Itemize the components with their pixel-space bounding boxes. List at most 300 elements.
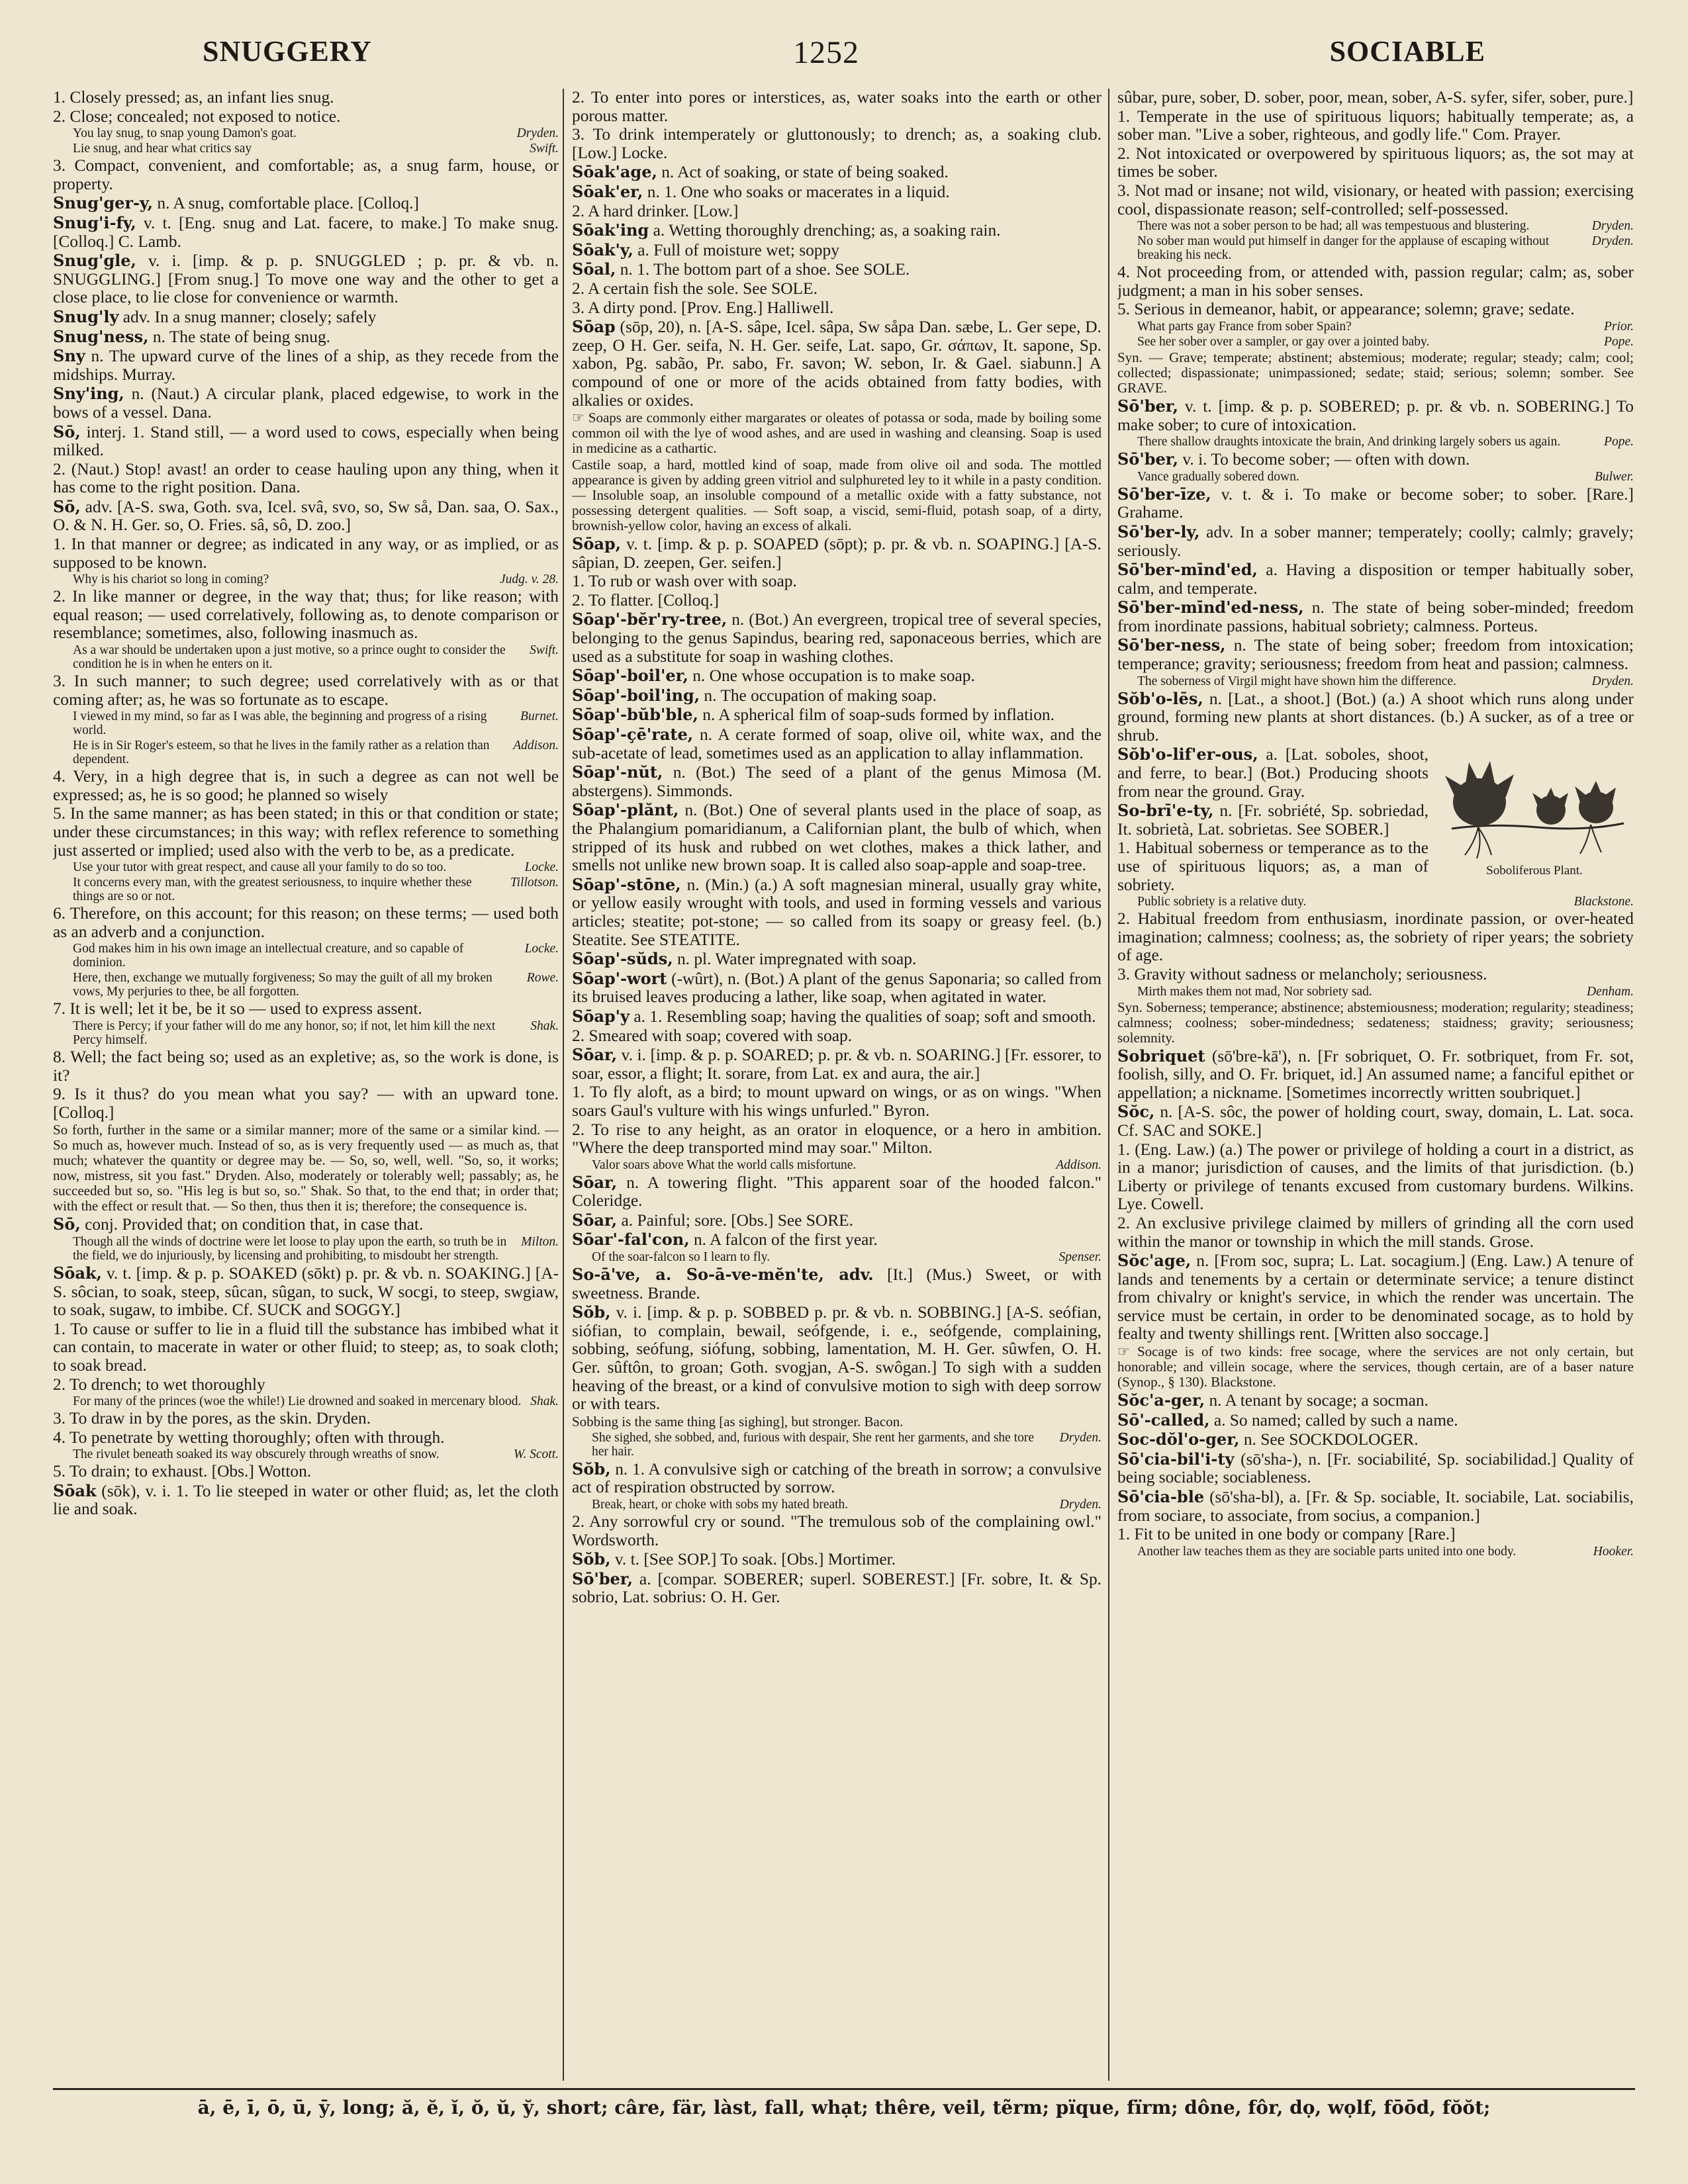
quote-source: Dryden. xyxy=(516,126,559,141)
definition-text: 3. Compact, convenient, and comfortable; as, a snug farm, house, or property. xyxy=(53,156,559,193)
headword: Sōak xyxy=(53,1480,97,1500)
citation-quote xyxy=(73,876,559,903)
citation-quote xyxy=(1137,335,1634,349)
dictionary-entry xyxy=(572,1121,1102,1158)
definition-text: a. [Lat. soboles, shoot, and ferre, to bear.] (Bot.) Producing shoots from near the ground. Gray. xyxy=(1117,745,1429,801)
headword: Sŏc'age, xyxy=(1117,1251,1192,1271)
dictionary-entry xyxy=(1117,690,1634,745)
quote-source: Prior. xyxy=(1604,319,1634,334)
dictionary-entry xyxy=(53,328,559,347)
definition-text: 9. Is it thus? do you mean what you say? — with an upward tone. [Colloq.] xyxy=(53,1085,559,1122)
dictionary-entry xyxy=(572,686,1102,705)
headword: Sō'cia-ble xyxy=(1117,1487,1205,1507)
definition-text: 2. (Naut.) Stop! avast! an order to cease hauling upon any thing, when it has come to the right position. Dana. xyxy=(53,459,559,497)
headword: Snug'gle, xyxy=(53,251,136,271)
quote-text: It concerns every man, with the greatest seriousness, to inquire whether these things are so or not. xyxy=(73,876,472,904)
definition-text: 1. Habitual soberness or temperance as to the use of spirituous liquors; as, a man of sobriety. xyxy=(1117,839,1429,894)
definition-text: Syn. Soberness; temperance; abstinence; abstemiousness; moderation; regularity; steadiness; calmness; coolness; sober-mindedness; sedateness; staidness; gravity; seriousness; solemnity. xyxy=(1117,999,1634,1046)
dictionary-entry xyxy=(1117,485,1634,522)
citation-quote xyxy=(73,942,559,970)
quote-source: Spenser. xyxy=(1058,1250,1102,1265)
definition-text: 1. To cause or suffer to lie in a fluid till the substance has imbibed what it can contain, to macerate in water or other fluid; to steep; as, to soak cloth; to soak bread. xyxy=(53,1319,559,1375)
quote-text: Break, heart, or choke with sobs my hated breath. xyxy=(592,1498,849,1512)
dictionary-entry xyxy=(572,950,1102,969)
page-number: 1252 xyxy=(793,35,859,70)
definition-text: 1. Temperate in the use of spirituous liquors; habitually temperate; as, a sober man. "Live a sober, righteous, and godly life." Com. Prayer. xyxy=(1117,107,1634,144)
headword: Sō'-called, xyxy=(1117,1410,1210,1430)
definition-text: 5. In the same manner; as has been stated; in this or that condition or state; under these circumstances; in this way; with reflex reference to something just asserted or implied; used also with the verb to be, as a predicate. xyxy=(53,804,559,860)
definition-text: 2. To flatter. [Colloq.] xyxy=(572,590,720,610)
quote-text: There shallow draughts intoxicate the brain, And drinking largely sobers us again. xyxy=(1137,435,1561,449)
headword: Sŏb, xyxy=(572,1302,611,1322)
definition-text: n. 1. One who soaks or macerates in a liquid. xyxy=(647,182,950,201)
citation-quote xyxy=(1137,234,1634,262)
dictionary-entry xyxy=(572,1230,1102,1250)
dictionary-entry xyxy=(53,194,559,213)
dictionary-entry xyxy=(53,251,559,307)
definition-text: n. The upward curve of the lines of a ship, as they recede from the midships. Murray. xyxy=(53,347,559,384)
quote-text: There is Percy; if your father will do me any honor, so; if not, let him kill the next Percy himself. xyxy=(73,1019,496,1047)
dictionary-entry xyxy=(572,1303,1102,1414)
headword: Sny xyxy=(53,346,85,366)
dictionary-entry xyxy=(53,1320,559,1375)
headword: Sōap, xyxy=(572,534,622,554)
dictionary-entry xyxy=(1117,1525,1634,1544)
dictionary-entry xyxy=(1117,108,1634,144)
headword: Sō'ber, xyxy=(1117,449,1178,469)
definition-text: sûbar, pure, sober, D. sober, poor, mean, sober, A-S. syfer, sifer, sober, pure.] xyxy=(1117,89,1634,107)
definition-text: n. A towering flight. "This apparent soar of the hooded falcon." Coleridge. xyxy=(572,1173,1102,1210)
headword: Sō'ber-ness, xyxy=(1117,635,1226,655)
headword: Sōak'er, xyxy=(572,181,643,201)
definition-text: 1. To rub or wash over with soap. xyxy=(572,572,797,591)
quote-source: Locke. xyxy=(524,860,559,875)
dictionary-entry xyxy=(1117,523,1634,560)
definition-text: a. So named; called by such a name. xyxy=(1213,1410,1458,1430)
definition-text: v. t. & i. To make or become sober; to sober. [Rare.] Grahame. xyxy=(1117,484,1634,522)
definition-text: [It.] (Mus.) Sweet, or with sweetness. Brande. xyxy=(572,1265,1102,1302)
definition-text: 3. Not mad or insane; not wild, visionary, or heated with passion; exercising cool, dispassionate reason; self-controlled; self-possessed. xyxy=(1117,181,1634,218)
definition-text: (sōp, 20), n. [A-S. sâpe, Icel. sâpa, Sw såpa Dan. sæbe, L. Ger sepe, D. zeep, O H. Ger. seifa, N. H. Ger. seife, Lat. sapo, Gr. σάπων, It. sapone, Sp. xabon, Pg. sabão, Pr. sabo, Fr. savon; W. sebon, Ir. & Gael. siabunn.] A compound of one or more of the acids obtained from fatty bodies, with alkalies or oxides. xyxy=(572,318,1102,410)
dictionary-entry xyxy=(572,299,1102,318)
soboliferous-plant-illustration xyxy=(1435,749,1634,880)
definition-text: 2. To enter into pores or interstices, as, water soaks into the earth or other porous matter. xyxy=(572,89,1102,125)
headword: Sō'cia-bil'i-ty xyxy=(1117,1449,1235,1469)
definition-text: 3. In such manner; to such degree; used correlatively with as or that coming after; as, he was so fortunate as to escape. xyxy=(53,672,559,709)
dictionary-entry xyxy=(53,308,559,327)
dictionary-entry xyxy=(572,666,1102,686)
definition-text: n. A cerate formed of soap, olive oil, white wax, and the sub-acetate of lead, sometimes used as an application to allay inflammation. xyxy=(572,725,1102,762)
dictionary-entry xyxy=(572,725,1102,762)
dictionary-entry xyxy=(572,705,1102,725)
plant-drawing xyxy=(1438,749,1630,862)
dictionary-entry xyxy=(1117,89,1634,107)
definition-text: 1. In that manner or degree; as indicated in any way, or as implied, or as supposed to be known. xyxy=(53,535,559,572)
definition-text: a. Having a disposition or temper habitually sober, calm, and temperate. xyxy=(1117,561,1634,598)
quote-text: He is in Sir Roger's esteem, so that he lives in the family rather as a relation than dependent. xyxy=(73,739,490,767)
dictionary-entry xyxy=(572,763,1102,800)
dictionary-entry xyxy=(53,423,559,460)
dictionary-entry xyxy=(53,805,559,860)
dictionary-entry xyxy=(1117,1251,1634,1343)
headword: So-brī'e-ty, xyxy=(1117,801,1214,821)
definition-text: n. [From soc, supra; L. Lat. socagium.] (Eng. Law.) A tenure of lands and tenements by a certain or determinate service; a tenure distinct from chivalry or knight's service, in which the render was uncertain. The service must be certain, in order to be denominated socage, as to hold by fealty and twenty shillings rent. [Written also soccage.] xyxy=(1117,1251,1634,1343)
dictionary-entry xyxy=(53,347,559,384)
headword: Sōap'-boil'er, xyxy=(572,666,688,686)
dictionary-entry xyxy=(53,89,559,107)
dictionary-entry xyxy=(53,1215,559,1234)
citation-quote xyxy=(73,1447,559,1461)
column-divider xyxy=(563,89,564,2081)
quote-source: Addison. xyxy=(1056,1158,1102,1172)
definition-text: adv. In a sober manner; temperately; coolly; calmly; gravely; seriously. xyxy=(1117,522,1634,560)
headword: Sō, xyxy=(53,1214,81,1234)
quote-text: Vance gradually sobered down. xyxy=(1137,469,1299,484)
definition-text: 5. To drain; to exhaust. [Obs.] Wotton. xyxy=(53,1462,312,1481)
dictionary-entry xyxy=(572,1083,1102,1120)
headword: Sōap'-wort xyxy=(572,968,667,988)
definition-text: n. (Bot.) The seed of a plant of the genus Mimosa (M. abstergens). Simmonds. xyxy=(572,763,1102,800)
definition-text: n. (Naut.) A circular plank, placed edgewise, to work in the bows of a vessel. Dana. xyxy=(53,385,559,422)
dictionary-entry xyxy=(1117,910,1634,965)
dictionary-entry xyxy=(53,535,559,572)
definition-text: 3. To draw in by the pores, as the skin. Dryden. xyxy=(53,1409,371,1428)
headword: Sōap'-bĕr'ry-tree, xyxy=(572,610,727,629)
dictionary-entry xyxy=(572,1460,1102,1497)
quote-source: Dryden. xyxy=(1591,219,1634,234)
definition-text: 6. Therefore, on this account; for this reason; on these terms; — used both as an adverb and a conjunction. xyxy=(53,904,559,941)
definition-text: v. t. [imp. & p. p. SOAPED (sōpt); p. pr. & vb. n. SOAPING.] [A-S. sâpian, D. zeepen, Ger. seifen.] xyxy=(572,535,1102,572)
definition-text: 2. An exclusive privilege claimed by millers of grinding all the corn used within the manor or township in which the mill stands. Grose. xyxy=(1117,1213,1634,1251)
definition-text: 2. A hard drinker. [Low.] xyxy=(572,201,739,220)
quote-text: You lay snug, to snap young Damon's goat. xyxy=(73,126,297,141)
dictionary-entry xyxy=(1117,1391,1634,1410)
definition-text: v. i. [imp. & p. p. SOBBED p. pr. & vb. n. SOBBING.] [A-S. seófian, siófian, to complain, bewail, seófgende, i. e., seófgende, complaining, sobbing, seófung, siófung, sobbing, lamentation, M. H. Ger. sûwfen, O. H. Ger. sûftôn, to groan; Goth. svogjan, A-S. swôgan.] To sigh with a sudden heaving of the breast, or a kind of convulsive motion to sigh with deep sorrow or with tears. xyxy=(572,1303,1102,1414)
quote-text: Here, then, exchange we mutually forgiveness; So may the guilt of all my broken vows, My perjuries to thee, be all forgotten. xyxy=(73,971,492,999)
definition-text: v. t. [Eng. snug and Lat. facere, to make.] To make snug. [Colloq.] C. Lamb. xyxy=(53,213,559,251)
headword: So-ā've, a. So-ā-ve-mĕn'te, adv. xyxy=(572,1265,874,1285)
headword: Snug'ger-y, xyxy=(53,193,154,213)
definition-text: 2. To drench; to wet thoroughly xyxy=(53,1375,265,1394)
dictionary-entry xyxy=(53,672,559,709)
definition-text: n. (Min.) (a.) A soft magnesian mineral, usually gray white, or yellow easily wrought with tools, and used in forming vessels and various articles; steatite; pot-stone; — so called from its soapy or greasy feel. (b.) Steatite. See STEATITE. xyxy=(572,875,1102,949)
citation-quote xyxy=(73,739,559,766)
definition-text: n. The state of being sober; freedom from intoxication; temperance; gravity; seriousness; freedom from heat and passion; calmness. xyxy=(1117,636,1634,674)
quote-source: Bulwer. xyxy=(1594,469,1634,484)
dictionary-entry xyxy=(53,157,559,193)
headword: Sŏb, xyxy=(572,1459,611,1479)
definition-text: 8. Well; the fact being so; used as an expletive; as, so the work is done, is it? xyxy=(53,1047,559,1085)
citation-quote xyxy=(592,1250,1102,1264)
quote-source: Hooker. xyxy=(1593,1544,1634,1559)
citation-quote xyxy=(1137,674,1634,688)
dictionary-entry xyxy=(53,498,559,535)
headword: Snug'ness, xyxy=(53,326,149,346)
definition-text: 4. Not proceeding from, or attended with, passion regular; calm; as, sober judgment; a man in his sober senses. xyxy=(1117,263,1634,300)
headword: Sō, xyxy=(53,496,81,516)
definition-text: ☞ Soaps are commonly either margarates or oleates of potassa or soda, made by boiling some common oil with the lye of wood ashes, and are used in washing and cleansing. Soap is used in medicine as a cathartic. xyxy=(572,410,1102,457)
definition-text: (sō'sha-bl), a. [Fr. & Sp. sociable, It. sociabile, Lat. sociabilis, from sociare, to associate, from socius, a companion.] xyxy=(1117,1488,1634,1525)
citation-quote xyxy=(73,971,559,999)
definition-text: v. i. [imp. & p. p. SOARED; p. pr. & vb. n. SOARING.] [Fr. essorer, to soar, essor, a flight; It. sorare, from Lat. ex and aura, the air.] xyxy=(572,1046,1102,1083)
quote-source: Shak. xyxy=(530,1394,559,1409)
quote-text: I viewed in my mind, so far as I was able, the beginning and progress of a rising world. xyxy=(73,709,487,738)
quote-text: Mirth makes them not mad, Nor sobriety sad. xyxy=(1137,984,1372,999)
definition-text: 1. Closely pressed; as, an infant lies snug. xyxy=(53,89,334,107)
dictionary-entry xyxy=(53,1410,559,1428)
dictionary-entry xyxy=(53,1376,559,1394)
dictionary-entry xyxy=(572,535,1102,572)
citation-quote xyxy=(73,126,559,140)
dictionary-entry xyxy=(572,163,1102,182)
dictionary-entry xyxy=(1117,300,1634,319)
definition-text: 7. It is well; let it be, be it so — used to express assent. xyxy=(53,999,422,1019)
definition-text: 2. Habitual freedom from enthusiasm, inordinate passion, or over-heated imagination; calmness; coolness; as, the sobriety of riper years; the sobriety of age. xyxy=(1117,909,1634,965)
headword: Sōak'y, xyxy=(572,240,633,259)
definition-text: n. (Bot.) One of several plants used in the place of soap, as the Phalangium pomaridianum, a Californian plant, the bulb of which, when stripped of its husk and rubbed on wet clothes, makes a thick lather, and smells not unlike new brown soap. It is called also soap-apple and soap-tree. xyxy=(572,801,1102,875)
citation-quote xyxy=(1137,219,1634,233)
headword: Sōap'y xyxy=(572,1006,630,1026)
definition-text: n. One whose occupation is to make soap. xyxy=(692,666,975,686)
definition-text: adv. In a snug manner; closely; safely xyxy=(122,307,377,326)
definition-text: Sobbing is the same thing [as sighing], but stronger. Bacon. xyxy=(572,1413,904,1430)
citation-quote xyxy=(73,1394,559,1408)
dictionary-entry xyxy=(53,461,559,497)
quote-text: The soberness of Virgil might have shown him the difference. xyxy=(1137,674,1456,688)
headword: Snug'i-fy, xyxy=(53,212,136,232)
usage-note xyxy=(1117,350,1634,396)
usage-note xyxy=(1117,1000,1634,1046)
citation-quote xyxy=(73,860,559,874)
headword: Sō'ber, xyxy=(1117,396,1178,416)
definition-text: a. [compar. SOBERER; superl. SOBEREST.] [Fr. sobre, It. & Sp. sobrio, Lat. sobrius: O. H. Ger. xyxy=(572,1569,1102,1607)
definition-text: n. The state of being snug. xyxy=(152,327,331,346)
dictionary-entry xyxy=(1117,966,1634,984)
usage-note xyxy=(572,410,1102,456)
dictionary-entry xyxy=(1117,397,1634,434)
headword: Sŏc'a-ger, xyxy=(1117,1390,1205,1410)
quote-text: Though all the winds of doctrine were let loose to play upon the earth, so truth be in the field, we do injuriously, by licensing and prohibiting, to misdoubt her strength. xyxy=(73,1234,507,1263)
dictionary-entry xyxy=(572,1513,1102,1549)
definition-text: interj. 1. Stand still, — a word used to cows, especially when being milked. xyxy=(53,422,559,460)
dictionary-entry xyxy=(572,1550,1102,1569)
quote-source: Shak. xyxy=(530,1019,559,1033)
dictionary-entry xyxy=(53,1429,559,1447)
dictionary-entry xyxy=(1117,263,1634,300)
definition-text: 1. To fly aloft, as a bird; to mount upward on wings, or as on wings. "When soars Gaul's vulture with his wings unfurled." Byron. xyxy=(572,1083,1102,1120)
headword: Sō'ber, xyxy=(572,1569,633,1588)
headword: Sŏb'o-lēs, xyxy=(1117,688,1203,708)
definition-text: n. A falcon of the first year. xyxy=(693,1230,878,1250)
definition-text: a. Wetting thoroughly drenching; as, a soaking rain. xyxy=(653,221,1001,240)
headword: Sōak, xyxy=(53,1263,102,1283)
definition-text: 5. Serious in demeanor, habit, or appearance; solemn; grave; sedate. xyxy=(1117,300,1575,319)
dictionary-entry xyxy=(1117,1214,1634,1251)
quote-source: Swift. xyxy=(530,142,559,156)
definition-text: conj. Provided that; on condition that, in case that. xyxy=(85,1215,424,1234)
definition-text: n. See SOCKDOLOGER. xyxy=(1243,1430,1419,1449)
dictionary-entry xyxy=(1117,1450,1634,1487)
definition-text: a. 1. Resembling soap; having the qualities of soap; soft and smooth. xyxy=(633,1007,1096,1026)
quote-source: Dryden. xyxy=(1059,1498,1102,1512)
quote-source: Dryden. xyxy=(1059,1430,1102,1445)
dictionary-entry xyxy=(572,183,1102,202)
definition-text: (sōk), v. i. 1. To lie steeped in water or other fluid; as, let the cloth lie and soak. xyxy=(53,1481,559,1519)
definition-text: 4. Very, in a high degree that is, in such a degree as can not well be expressed; as, he is so good; he planned so wisely xyxy=(53,767,559,804)
usage-note xyxy=(572,457,1102,533)
definition-text: n. 1. The bottom part of a shoe. See SOLE. xyxy=(620,260,910,279)
headword: Sōap'-boil'ing, xyxy=(572,685,700,705)
headword: Sōar, xyxy=(572,1210,618,1230)
page-header xyxy=(0,34,1688,81)
quote-source: Judg. v. 28. xyxy=(500,572,559,587)
dictionary-entry xyxy=(1117,1430,1634,1449)
usage-note xyxy=(572,1414,1102,1430)
definition-text: n. The state of being sober-minded; freedom from inordinate passions, habitual sobriety; calmness. Porteus. xyxy=(1117,598,1634,635)
dictionary-entry xyxy=(1117,636,1634,673)
footer-divider xyxy=(53,2088,1635,2090)
quote-text: See her sober over a sampler, or gay over a jointed baby. xyxy=(1137,334,1430,349)
headword: Sōal, xyxy=(572,259,616,279)
definition-text: Syn. — Grave; temperate; abstinent; abstemious; moderate; regular; steady; calm; cool; collected; dispassionate; unimpassioned; sedate; staid; serious; solemn; somber. See GRAVE. xyxy=(1117,349,1634,396)
quote-text: As a war should be undertaken upon a just motive, so a prince ought to consider the condition he is in when he enters on it. xyxy=(73,643,506,672)
definition-text: (sō'sha-), n. [Fr. sociabilité, Sp. sociabilidad.] Quality of being sociable; sociableness. xyxy=(1117,1449,1634,1487)
dictionary-entry xyxy=(572,1265,1102,1302)
quote-text: Of the soar-falcon so I learn to fly. xyxy=(592,1250,771,1265)
dictionary-entry xyxy=(1117,1488,1634,1525)
dictionary-entry xyxy=(572,221,1102,240)
citation-quote xyxy=(1137,1545,1634,1559)
dictionary-entry xyxy=(572,260,1102,279)
citation-quote xyxy=(73,1019,559,1047)
dictionary-entry xyxy=(572,1046,1102,1083)
dictionary-entry xyxy=(1117,561,1634,598)
quote-text: Use your tutor with great respect, and cause all your family to do so too. xyxy=(73,860,447,875)
definition-text: ☞ Socage is of two kinds: free socage, where the services are not only certain, but honorable; and villein socage, where the services, though certain, are of a baser nature (Synop., § 130). Blackstone. xyxy=(1117,1343,1634,1390)
headword: Sō, xyxy=(53,422,81,441)
dictionary-entry xyxy=(572,1007,1102,1026)
dictionary-entry xyxy=(1117,1411,1634,1430)
quote-text: She sighed, she sobbed, and, furious with despair, She rent her garments, and she tore her hair. xyxy=(592,1430,1035,1459)
quote-source: Locke. xyxy=(524,942,559,956)
quote-text: What parts gay France from sober Spain? xyxy=(1137,319,1352,334)
quote-source: Rowe. xyxy=(526,971,559,985)
dictionary-entry xyxy=(53,1482,559,1519)
headword: Sōap'-sŭds, xyxy=(572,949,673,969)
definition-text: 2. Not intoxicated or overpowered by spirituous liquors; as, the sot may at times be sober. xyxy=(1117,144,1634,181)
dictionary-entry xyxy=(53,1048,559,1085)
headword: Sōap'-stōne, xyxy=(572,874,681,894)
definition-text: 2. A certain fish the sole. See SOLE. xyxy=(572,279,818,298)
definition-text: v. i. [imp. & p. p. SNUGGLED ; p. pr. & vb. n. SNUGGLING.] [From snug.] To move one way and the other to get a close place, to lie close for convenience or warmth. xyxy=(53,251,559,307)
definition-text: n. (Bot.) An evergreen, tropical tree of several species, belonging to the genus Sapindus, bearing red, saponaceous berries, which are used as a substitute for soap in washing clothes. xyxy=(572,610,1102,666)
citation-quote xyxy=(1137,435,1634,449)
headword: Sōap'-nŭt, xyxy=(572,762,663,782)
headword: Sŏb, xyxy=(572,1549,611,1569)
dictionary-entry xyxy=(53,768,559,804)
definition-text: 2. Close; concealed; not exposed to notice. xyxy=(53,107,341,126)
citation-quote xyxy=(73,572,559,586)
headword: Sōar, xyxy=(572,1172,618,1192)
quote-source: Tillotson. xyxy=(510,876,559,890)
definition-text: n. [Fr. sobriété, Sp. sobriedad, It. sobrietà, Lat. sobrietas. See SOBER.] xyxy=(1117,801,1429,839)
definition-text: Castile soap, a hard, mottled kind of soap, made from olive oil and soda. The mottled appearance is given by adding green vitriol and sulphureted ley to it while in a pasty condition. — Insoluble soap, an insoluble compound of a metallic oxide with a fatty substance, not possessing detergent qualities. — Soft soap, a viscid, semi-fluid, potash soap, of a dirty, brownish-yellow color, having an excess of alkali. xyxy=(572,457,1102,534)
quote-text: Lie snug, and hear what critics say xyxy=(73,142,252,156)
usage-note xyxy=(1117,1344,1634,1390)
citation-quote xyxy=(73,142,559,156)
quote-source: Milton. xyxy=(521,1234,559,1249)
definition-text: 2. In like manner or degree, in the way that; thus; for like reason; with equal reason; — used correlatively, following as, to denote comparison or resemblance; sometimes, also, following inasmuch as. xyxy=(53,587,559,643)
dictionary-entry xyxy=(1117,450,1634,469)
quote-source: Dryden. xyxy=(1591,234,1634,249)
dictionary-entry xyxy=(572,1211,1102,1230)
definition-text: 3. Gravity without sadness or melancholy; seriousness. xyxy=(1117,964,1487,983)
definition-text: v. t. [See SOP.] To soak. [Obs.] Mortimer. xyxy=(614,1550,896,1569)
definition-text: 1. (Eng. Law.) (a.) The power or privilege of holding a court in a district, as in a manor; jurisdiction of causes, and the limits of that jurisdiction. (b.) Liberty or privilege of tenants excused from customary burdens. Wilkins. Lye. Cowell. xyxy=(1117,1140,1634,1214)
headword: Sŏc, xyxy=(1117,1102,1155,1122)
headword: Soc-dŏl'o-ger, xyxy=(1117,1430,1240,1449)
definition-text: 3. To drink intemperately or gluttonously; to drench; as, a soaking club. [Low.] Locke. xyxy=(572,125,1102,162)
citation-quote xyxy=(73,1235,559,1263)
headword: Sōak'age, xyxy=(572,162,657,182)
headword: Sŏb'o-lif'er-ous, xyxy=(1117,745,1258,764)
quote-source: Dryden. xyxy=(1591,674,1634,688)
guide-word-right: SOCIABLE xyxy=(1329,35,1485,68)
dictionary-entry xyxy=(572,1173,1102,1210)
definition-text: (sō'bre-kā'), n. [Fr sobriquet, O. Fr. sotbriquet, from Fr. sot, foolish, silly, and O. Fr. briquet, id.] An assumed name; a fanciful epithet or appellation; a nickname. [Sometimes incorrectly written soubriquet.] xyxy=(1117,1046,1634,1102)
dictionary-entry xyxy=(1117,1103,1634,1140)
headword: Sōap'-plănt, xyxy=(572,800,679,820)
dictionary-entry xyxy=(572,280,1102,298)
headword: Sō'ber-ly, xyxy=(1117,522,1200,541)
dictionary-entry xyxy=(53,588,559,643)
dictionary-entry xyxy=(53,108,559,126)
definition-text: n. A snug, comfortable place. [Colloq.] xyxy=(157,194,419,213)
definition-text: So forth, further in the same or a similar manner; more of the same or a similar kind. — So much as, however much. Instead of so, as is very frequently used — as much as, that much; whatever the quantity or degree may be. — So, so, well, well. "So, so, it works; now, mistress, sit you fast." Dryden. Also, moderately or tolerably well; passably; as, he succeeded but so, so. "His leg is but so, so." Shak. So that, to the end that; in order that; with the effect or result that. — So then, thus then it is; therefore; the consequence is. xyxy=(53,1122,559,1214)
headword: Sobriquet xyxy=(1117,1046,1205,1066)
headword: Snug'ly xyxy=(53,306,119,326)
quote-source: Denham. xyxy=(1587,984,1634,999)
dictionary-entry xyxy=(572,572,1102,591)
dictionary-entry xyxy=(53,1463,559,1481)
citation-quote xyxy=(1137,895,1634,909)
quote-text: Public sobriety is a relative duty. xyxy=(1137,895,1307,909)
quote-text: No sober man would put himself in danger for the applause of escaping without breaking his neck. xyxy=(1137,234,1550,263)
dictionary-entry xyxy=(1117,182,1634,218)
definition-text: 2. To rise to any height, as an orator in eloquence, or a hero in ambition. "Where the deep transported mind may soar." Milton. xyxy=(572,1120,1102,1158)
dictionary-entry xyxy=(572,876,1102,949)
definition-text: 4. To penetrate by wetting thoroughly; often with through. xyxy=(53,1428,445,1447)
dictionary-entry xyxy=(1117,1141,1634,1214)
headword: Sōar, xyxy=(572,1045,618,1065)
quote-source: Burnet. xyxy=(520,709,559,724)
definition-text: adv. [A-S. swa, Goth. sva, Icel. svâ, svo, so, Sw så, Dan. saa, O. Sax., O. & N. H. Ger. so, O. Fries. sâ, sô, D. zoo.] xyxy=(53,497,559,535)
headword: Sōap'-çē'rate, xyxy=(572,725,694,745)
citation-quote xyxy=(592,1158,1102,1172)
headword: Sōak'ing xyxy=(572,220,649,240)
citation-quote xyxy=(1137,320,1634,334)
headword: Sny'ing, xyxy=(53,384,124,404)
quote-source: W. Scott. xyxy=(513,1447,559,1462)
dictionary-entry xyxy=(572,801,1102,874)
pronunciation-key: ā, ē, ī, ō, ū, ȳ, long; ă, ĕ, ĭ, ŏ, ŭ, y̆, short; câre, fär, làst, fall, whạt; thêre, veil, tẽrm; pïque, fïrm; dône, fôr, dọ, wọlf, fōōd, fŏŏt; xyxy=(197,2097,1491,2118)
dictionary-column-2 xyxy=(572,89,1102,2081)
quote-text: Another law teaches them as they are sociable parts united into one body. xyxy=(1137,1544,1517,1559)
citation-quote xyxy=(73,643,559,671)
definition-text: a. Full of moisture wet; soppy xyxy=(637,240,839,259)
definition-text: n. pl. Water impregnated with soap. xyxy=(677,950,917,969)
definition-text: v. t. [imp. & p. p. SOAKED (sōkt) p. pr. & vb. n. SOAKING.] [A-S. sôcian, to soak, steep, sûcan, sûgan, to suck, W socgi, to steep, swgiaw, to soak, sugaw, to imbibe. Cf. SUCK and SOGGY.] xyxy=(53,1263,559,1320)
